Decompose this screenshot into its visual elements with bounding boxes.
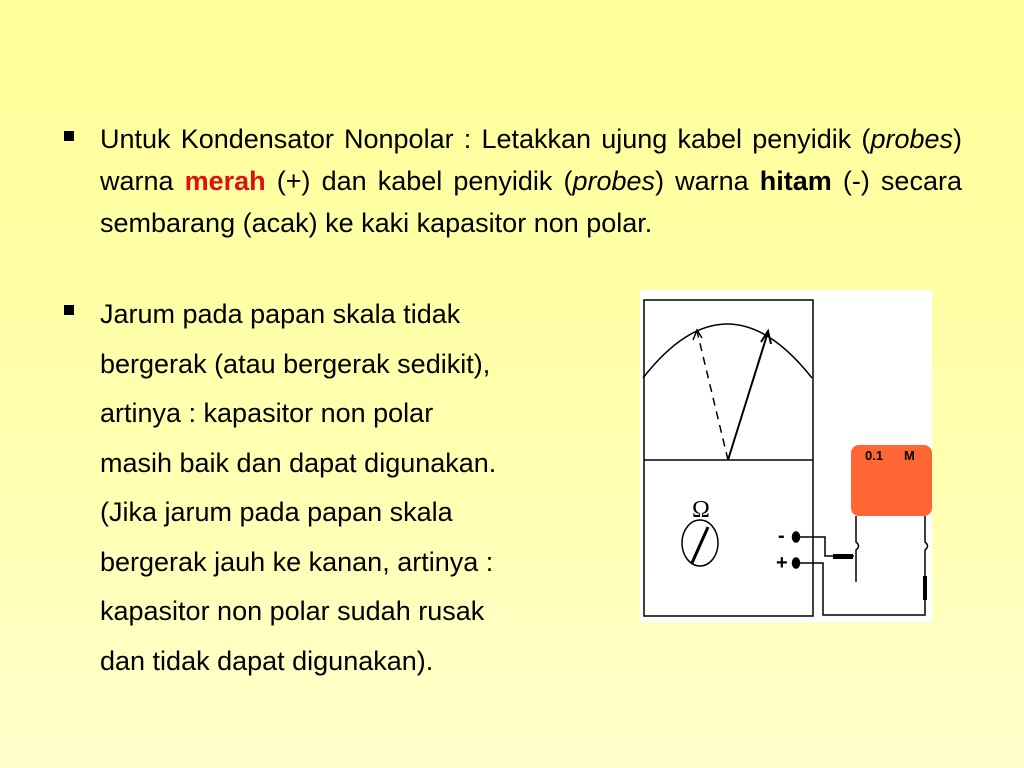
capacitor-leg-left bbox=[856, 516, 859, 582]
bullet-1-text bbox=[100, 118, 962, 244]
text-italic: probes bbox=[870, 124, 953, 154]
line: bergerak jauh ke kanan, artinya : bbox=[100, 546, 494, 577]
diagram-part: M bbox=[904, 448, 915, 463]
capacitor-body bbox=[851, 445, 932, 516]
diagram-part: - bbox=[778, 525, 785, 547]
text-italic: probes bbox=[572, 166, 656, 196]
text-red: merah bbox=[184, 166, 266, 196]
diagram-part: + bbox=[776, 552, 788, 574]
text: Untuk Kondensator Nonpolar : Letakkan ujung kabel penyidik ( bbox=[100, 124, 871, 154]
line: bergerak (atau bergerak sedikit), bbox=[100, 348, 491, 379]
bullet-marker bbox=[64, 131, 74, 141]
diagram-part bbox=[923, 576, 927, 600]
line: masih baik dan dapat digunakan. bbox=[100, 447, 497, 478]
multimeter-diagram bbox=[640, 290, 932, 622]
diagram-part bbox=[833, 554, 853, 559]
wire-minus bbox=[796, 537, 854, 556]
line: dan tidak dapat digunakan). bbox=[100, 645, 434, 676]
text: (-) secara sembarang (acak) ke kaki kapasitor non polar. bbox=[100, 166, 962, 238]
line: artinya : kapasitor non polar bbox=[100, 398, 434, 428]
diagram-part: 0.1 bbox=[865, 448, 884, 463]
wire-plus bbox=[796, 563, 925, 615]
text: ) warna bbox=[100, 124, 962, 196]
line: (Jika jarum pada papan skala bbox=[100, 497, 453, 527]
bullet-2-text bbox=[100, 290, 496, 686]
needle-dashed bbox=[697, 331, 728, 460]
text-bold: hitam bbox=[759, 166, 832, 196]
text: ) warna bbox=[655, 166, 760, 196]
needle-solid bbox=[728, 332, 768, 460]
ohm-icon: Ω bbox=[692, 497, 710, 523]
bullet-marker bbox=[64, 305, 74, 315]
line: kapasitor non polar sudah rusak bbox=[100, 596, 485, 626]
text: (+) dan kabel penyidik ( bbox=[265, 166, 573, 196]
diagram-part bbox=[692, 527, 708, 563]
line: Jarum pada papan skala tidak bbox=[100, 299, 461, 329]
scale-arc bbox=[643, 324, 812, 378]
